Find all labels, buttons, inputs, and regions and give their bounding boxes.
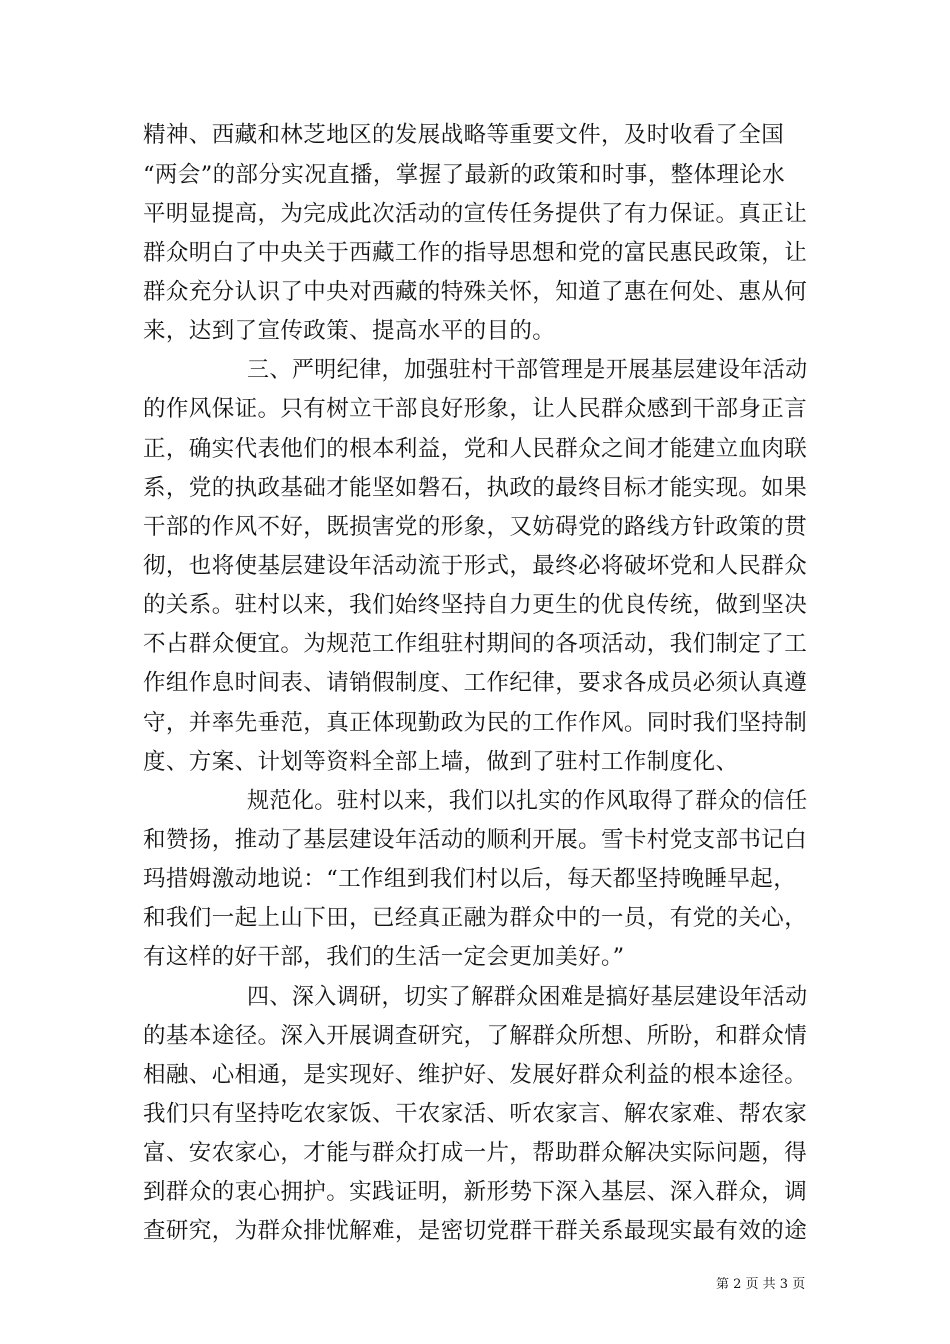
text-line: 到群众的衷心拥护。实践证明，新形势下深入基层、深入群众，调 [143,1179,808,1205]
text-line: 有这样的好干部，我们的生活一定会更加美好。” [143,944,625,970]
text-line: 的基本途径。深入开展调查研究，了解群众所想、所盼，和群众情 [143,1023,808,1049]
text-line: 干部的作风不好，既损害党的形象，又妨碍党的路线方针政策的贯 [143,514,808,540]
text-line: 规范化。驻村以来，我们以扎实的作风取得了群众的信任 [247,788,808,814]
text-line: 群众充分认识了中央对西藏的特殊关怀，知道了惠在何处、惠从何 [143,279,808,305]
text-line: 度、方案、计划等资料全部上墙，做到了驻村工作制度化、 [143,749,739,775]
text-line: 查研究，为群众排忧解难，是密切党群干群关系最现实最有效的途 [143,1218,808,1244]
text-line: 我们只有坚持吃农家饭、干农家活、听农家言、解农家难、帮农家 [143,1101,808,1127]
text-line: 富、安农家心，才能与群众打成一片，帮助群众解决实际问题，得 [143,1140,808,1166]
text-line: 精神、西藏和林芝地区的发展战略等重要文件，及时收看了全国 [143,122,785,148]
text-line: 系，党的执政基础才能坚如磐石，执政的最终目标才能实现。如果 [143,475,808,501]
text-line: 平明显提高，为完成此次活动的宣传任务提供了有力保证。真正让 [143,201,808,227]
text-line: 玛措姆激动地说：“工作组到我们村以后，每天都坚持晚睡早起， [143,866,797,892]
text-line: 来，达到了宣传政策、提高水平的目的。 [143,318,556,344]
page-number: 第 2 页 共 3 页 [716,1277,806,1292]
paragraph-heading-3: 三、严明纪律，加强驻村干部管理是开展基层建设年活动 [247,357,808,383]
text-line: 彻，也将使基层建设年活动流于形式，最终必将破坏党和人民群众 [143,553,808,579]
text-line: 的关系。驻村以来，我们始终坚持自力更生的优良传统，做到坚决 [143,592,808,618]
text-line: 相融、心相通，是实现好、维护好、发展好群众利益的根本途径。 [143,1062,808,1088]
text-line: 不占群众便宜。为规范工作组驻村期间的各项活动，我们制定了工 [143,631,808,657]
text-line: 群众明白了中央关于西藏工作的指导思想和党的富民惠民政策，让 [143,240,808,266]
text-line: 作组作息时间表、请销假制度、工作纪律，要求各成员必须认真遵 [143,670,808,696]
text-line: 的作风保证。只有树立干部良好形象，让人民群众感到干部身正言 [143,396,808,422]
text-line: 守，并率先垂范，真正体现勤政为民的工作作风。同时我们坚持制 [143,710,808,736]
text-line: 正，确实代表他们的根本利益，党和人民群众之间才能建立血肉联 [143,436,808,462]
text-line: 和赞扬，推动了基层建设年活动的顺利开展。雪卡村党支部书记白 [143,827,808,853]
paragraph-heading-4: 四、深入调研，切实了解群众困难是搞好基层建设年活动 [247,984,808,1010]
text-line: 和我们一起上山下田，已经真正融为群众中的一员，有党的关心， [143,905,808,931]
text-line: “两会”的部分实况直播，掌握了最新的政策和时事，整体理论水 [143,162,786,188]
